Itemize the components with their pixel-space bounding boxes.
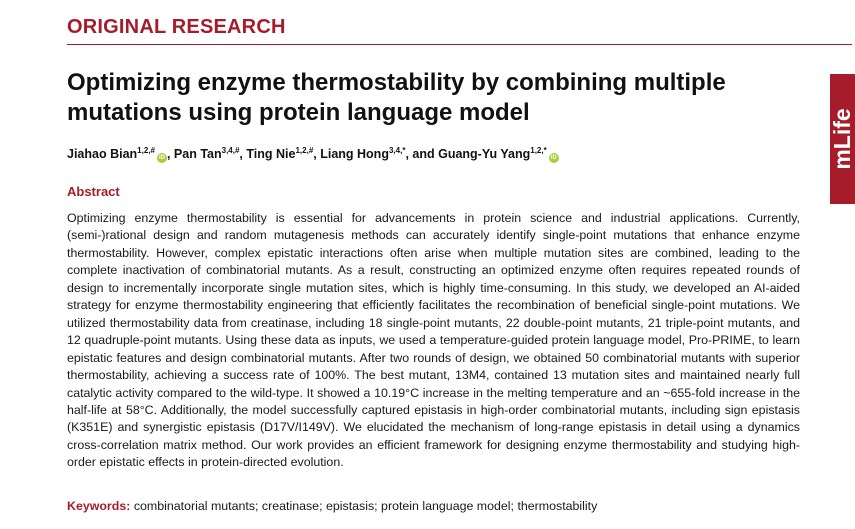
keywords-list: combinatorial mutants; creatinase; epistasis; protein language model; thermostability	[133, 499, 598, 513]
abstract-body: Optimizing enzyme thermostability is essential for advancements in protein science and industrial applications. Currently, (semi-)rational design and random mutagenesis methods can accurately identify single-point mutations that enhance enzyme thermostability. However, complex epistatic interactions often arise when multiple mutation sites are combined, leading to the complete inactivation of combinatorial mutants. As a result, constructing an optimized enzyme often requires repeated rounds of design to incrementally incorporate single mutation sites, which is highly time-consuming. In this study, we developed an AI-aided strategy for enzyme thermostability engineering that efficiently facilitates the recombination of beneficial single-point mutations. We utilized thermostability data from creatinase, including 18 single-point mutants, 22 double-point mutants, 21 triple-point mutants, and 12 quadruple-point mutants. Using these data as inputs, we used a temperature-guided protein language model, Pro-PRIME, to learn epistatic features and design combinatorial mutants. After two rounds of design, we obtained 50 combinatorial mutants with superior thermostability, achieving a success rate of 100%. The best mutant, 13M4, contained 13 mutation sites and maintained nearly full catalytic activity compared to the wild-type. It showed a 10.19°C increase in the melting temperature and an ~655-fold increase in the half-life at 58°C. Additionally, the model successfully captured epistasis in high-order combinatorial mutants, including sign epistasis (K351E) and synergistic epistasis (D17V/I149V). We elucidated the mechanism of long-range epistasis in detail using a dynamics cross-correlation matrix method. Our work provides an efficient framework for designing enzyme thermostability and studying high-order epistatic effects in protein-directed evolution.	[67, 211, 800, 470]
author-affiliation: 1,2,#	[137, 146, 155, 155]
author-name[interactable]: Ting Nie	[246, 147, 296, 161]
author-affiliation: 1,2,#	[295, 146, 314, 155]
keywords	[67, 499, 807, 513]
author-name[interactable]: Pan Tan	[173, 147, 222, 161]
author-separator: ,	[239, 147, 247, 161]
header-rule	[67, 44, 852, 45]
author-separator: ,	[313, 147, 321, 161]
author-separator: , and	[405, 147, 439, 161]
author-list	[67, 147, 807, 163]
abstract-heading: Abstract	[67, 184, 120, 199]
author-affiliation: 1,2,*	[530, 146, 547, 155]
author-name[interactable]: Guang-Yu Yang	[438, 147, 531, 161]
journal-brand-text: mLife	[829, 108, 855, 170]
author-name[interactable]: Jiahao Bian	[67, 147, 138, 161]
keywords-label: Keywords:	[67, 499, 131, 513]
section-label: ORIGINAL RESEARCH	[67, 16, 286, 38]
author-separator: ,	[166, 147, 174, 161]
orcid-icon[interactable]: iD	[158, 155, 165, 161]
author-affiliation: 3,4,#	[221, 146, 240, 155]
orcid-icon[interactable]: iD	[550, 155, 557, 161]
article-title: Optimizing enzyme thermostability by combining multiple mutations using protein language model	[67, 69, 726, 126]
author-affiliation: 3,4,*	[388, 146, 406, 155]
journal-brand-tab	[830, 74, 855, 204]
author-name[interactable]: Liang Hong	[320, 147, 389, 161]
